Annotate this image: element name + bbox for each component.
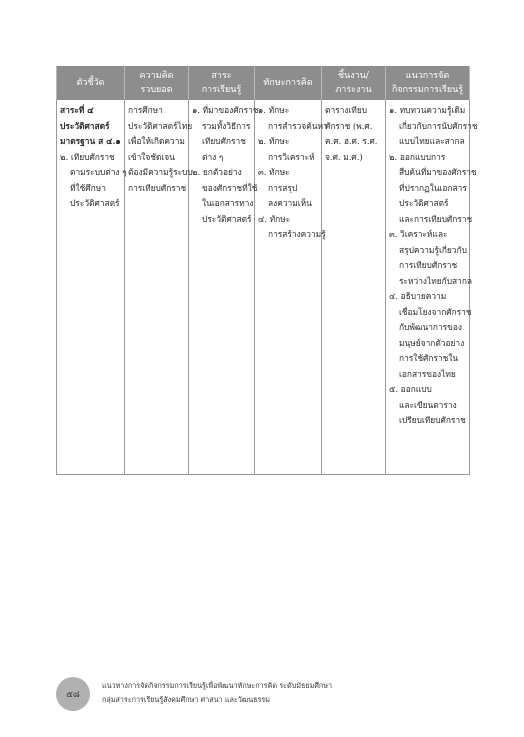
cell-text-line: ๓. ทักษะ: [258, 167, 290, 177]
cell-text-line: ที่ใช้ศึกษา: [70, 182, 106, 193]
cell-text-line: มาตรฐาน ส ๔.๑: [60, 136, 121, 146]
curriculum-table: [56, 66, 478, 475]
cell-text-line: การสรุป: [268, 182, 298, 193]
cell-text-line: การวิเคราะห์: [268, 151, 315, 162]
cell-text-line: ๕. ออกแบบ: [389, 384, 432, 394]
cell-text-line: ตารางเทียบ: [325, 105, 368, 115]
column-header: [255, 66, 322, 100]
cell-text-line: การใช้ศักราชใน: [399, 353, 459, 363]
cell-text-line: และการเทียบศักราช: [399, 213, 473, 224]
cell-text-line: เปรียบเทียบศักราช: [399, 415, 466, 425]
cell-text-line: ๔. อธิบายความ: [389, 291, 447, 301]
cell-text-line: และเขียนตาราง: [399, 399, 457, 410]
cell-text-line: สืบค้นที่มาของศักราช: [399, 167, 477, 177]
cell-text-line: เทียบศักราช: [202, 136, 246, 146]
column-header-text: แนวการจัด: [405, 71, 450, 81]
cell-text-line: ๒. ยกตัวอย่าง: [192, 167, 242, 177]
cell-text-line: ๒. ออกแบบการ: [389, 151, 446, 162]
cell-text-line: ๓. วิเคราะห์และ: [389, 229, 448, 239]
table-cell: [57, 100, 125, 475]
cell-text-line: ประวัติศาสตร์ไทย: [128, 120, 193, 131]
cell-text-line: การเทียบศักราช: [399, 260, 458, 270]
table-cell: [255, 100, 328, 475]
cell-text-line: ๑. ทบทวนความรู้เดิม: [389, 105, 466, 115]
table-cell: [189, 100, 259, 475]
cell-text-line: การเทียบศักราช: [128, 182, 187, 193]
cell-text-line: รวมทั้งวิธีการ: [202, 120, 251, 131]
column-header-text: ทักษะการคิด: [263, 78, 313, 88]
page-number: ๕๘: [66, 690, 80, 700]
column-header-text: ชิ้นงาน/: [338, 71, 369, 81]
cell-text-line: ประวัติศาสตร์: [60, 120, 110, 131]
cell-text-line: การสำรวจค้นหา: [268, 120, 328, 131]
cell-text-line: ประวัติศาสตร์: [70, 198, 120, 208]
cell-text-line: จ.ศ. ม.ศ.): [325, 151, 363, 162]
column-header-text: รวบยอด: [140, 85, 173, 95]
cell-text-line: ระหว่างไทยกับสากล: [399, 275, 473, 286]
cell-text-line: สาระที่ ๔: [60, 105, 94, 115]
column-header: [322, 66, 386, 100]
cell-text-line: ๔. ทักษะ: [258, 213, 291, 224]
table-cell: [322, 100, 386, 475]
cell-text-line: ของศักราชที่ใช้: [202, 182, 258, 193]
column-header: [386, 66, 470, 100]
cell-text-line: ค.ศ. ฮ.ศ. ร.ศ.: [325, 136, 378, 146]
cell-text-line: เข้าใจชัดเจน: [128, 151, 175, 162]
cell-text-line: ๒. เทียบศักราช: [60, 151, 115, 162]
column-header-text: ความคิด: [139, 71, 174, 81]
table-row: [57, 100, 470, 475]
table-header-row: [57, 66, 470, 100]
cell-text-line: เพื่อให้เกิดความ: [128, 136, 185, 146]
footer-subject-group: กลุ่มสาระการเรียนรู้สังคมศึกษา ศาสนา และวัฒนธรรม: [102, 695, 271, 704]
cell-text-line: ลงความเห็น: [268, 198, 312, 208]
cell-text-line: ประวัติศาสตร์: [399, 198, 449, 208]
cell-text-line: ในเอกสารทาง: [202, 198, 254, 208]
cell-text-line: ๑. ที่มาของศักราช: [192, 105, 259, 115]
cell-text-line: เชื่อมโยงจากศักราช: [399, 306, 472, 317]
cell-text-line: ที่ปรากฏในเอกสาร: [399, 182, 467, 193]
table-cell: [386, 100, 478, 475]
cell-text-line: ๑. ทักษะ: [258, 105, 290, 115]
column-header: [57, 66, 125, 100]
column-header-text: สาระ: [211, 71, 232, 81]
table-cell: [125, 100, 193, 475]
cell-text-line: กับพัฒนาการของ: [399, 322, 463, 332]
cell-text-line: การศึกษา: [128, 105, 163, 115]
column-header-text: ตัวชี้วัด: [76, 78, 105, 88]
cell-text-line: ประวัติศาสตร์: [202, 213, 252, 224]
footer-book-title: แนวทางการจัดกิจกรรมการเรียนรู้เพื่อพัฒนาทักษะการคิด ระดับมัธยมศึกษา: [102, 681, 333, 690]
cell-text-line: ต่าง ๆ: [202, 151, 224, 162]
cell-text-line: แบบไทยและสากล: [399, 136, 465, 146]
column-header-text: การเรียนรู้: [201, 85, 242, 95]
cell-text-line: เอกสารของไทย: [399, 368, 456, 379]
column-header-text: ภาระงาน: [335, 85, 372, 95]
cell-text-line: ศักราช (พ.ศ.: [325, 120, 373, 131]
cell-text-line: การสร้างความรู้: [268, 229, 326, 239]
cell-text-line: ตามระบบต่าง ๆ: [70, 167, 127, 177]
cell-text-line: ต้องมีความรู้ระบบ: [128, 167, 193, 177]
column-header-text: กิจกรรมการเรียนรู้: [391, 85, 464, 95]
column-header: [189, 66, 255, 100]
page-number-badge: [56, 677, 90, 711]
cell-text-line: ๒. ทักษะ: [258, 136, 290, 146]
column-header: [125, 66, 189, 100]
cell-text-line: สรุปความรู้เกี่ยวกับ: [399, 244, 467, 255]
cell-text-line: มนุษย์จากตัวอย่าง: [399, 337, 465, 348]
cell-text-line: เกี่ยวกับการนับศักราช: [399, 120, 478, 131]
